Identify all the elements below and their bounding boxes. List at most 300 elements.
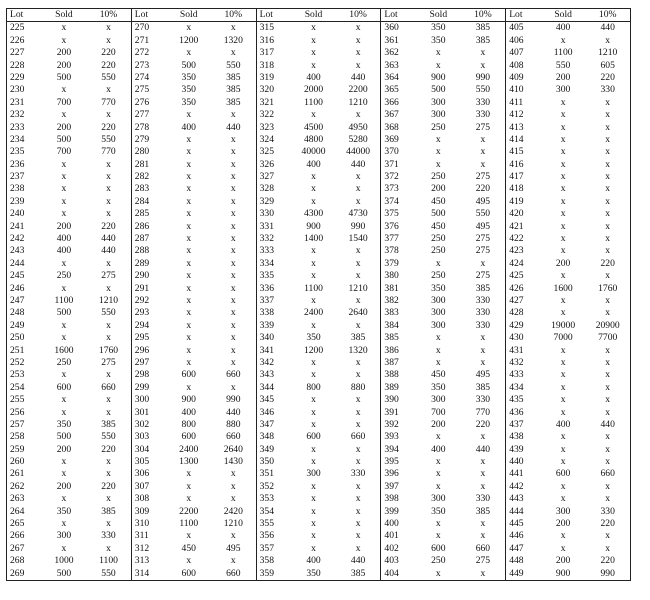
table-row [7, 84, 131, 96]
lot-number: 229 [10, 71, 25, 83]
table-row [7, 530, 131, 542]
ten-percent-value: 4950 [348, 121, 368, 133]
sold-price: x [435, 59, 441, 71]
sold-price: x [311, 443, 316, 455]
sold-price: x [186, 493, 192, 505]
ten-percent-value: 220 [475, 183, 491, 195]
sold-price: x [311, 294, 316, 306]
sold-price: x [186, 344, 192, 356]
sold-price: 1100 [54, 294, 74, 306]
sold-price: 500 [431, 208, 446, 220]
table-row [381, 530, 505, 542]
table-row [7, 493, 131, 505]
ten-percent-value: x [355, 245, 361, 257]
ten-percent-value: 440 [226, 406, 241, 418]
lot-number: 256 [10, 406, 25, 418]
ten-percent-value: x [355, 406, 361, 418]
lot-number: 426 [509, 282, 524, 294]
lot-number: 236 [10, 158, 25, 170]
sold-price: x [186, 356, 192, 368]
sold-price: 350 [306, 332, 321, 344]
lot-number: 374 [384, 195, 399, 207]
ten-percent-value: x [230, 294, 236, 306]
table-row [7, 122, 131, 134]
sold-price: x [61, 208, 67, 220]
table-row [257, 22, 381, 34]
table-row [132, 35, 256, 47]
ten-percent-value: 385 [475, 505, 491, 517]
ten-percent-value: x [605, 394, 611, 406]
table-row [7, 295, 131, 307]
ten-percent-value: 4730 [348, 208, 368, 220]
table-row [257, 481, 381, 493]
table-row [7, 208, 131, 220]
ten-percent-value: x [106, 109, 111, 121]
table-row [257, 146, 381, 158]
ten-percent-value: 550 [101, 71, 116, 83]
ten-percent-value: x [605, 381, 611, 393]
lot-number: 338 [259, 307, 274, 319]
ten-percent-value: 385 [226, 96, 241, 108]
table-row [381, 357, 505, 369]
lot-number: 343 [259, 369, 274, 381]
table-row [257, 431, 381, 443]
table-row [381, 369, 505, 381]
table-row [132, 122, 256, 134]
lot-number: 312 [134, 542, 150, 554]
ten-percent-value: x [230, 319, 236, 331]
lot-number: 383 [384, 307, 399, 319]
sold-price: x [186, 158, 192, 170]
lot-number: 255 [10, 394, 25, 406]
sold-price: 7000 [553, 332, 573, 344]
table-row [381, 171, 505, 183]
lot-number: 237 [10, 171, 25, 183]
lot-number: 409 [509, 71, 524, 83]
sold-price: x [186, 47, 192, 59]
ten-percent-value: x [106, 406, 111, 418]
sold-price: 300 [431, 493, 446, 505]
ten-percent-value: 660 [475, 542, 491, 554]
lot-number: 448 [509, 555, 524, 567]
table-row [7, 345, 131, 357]
sold-price: x [61, 195, 67, 207]
lot-number: 259 [10, 443, 25, 455]
lot-number: 398 [384, 493, 399, 505]
table-section [7, 9, 132, 580]
table-row [132, 530, 256, 542]
table-row [257, 468, 381, 480]
table-row [7, 307, 131, 319]
ten-percent-value: x [355, 456, 361, 468]
sold-price: x [186, 22, 192, 34]
ten-percent-value: 385 [350, 332, 366, 344]
table-row [506, 345, 630, 357]
ten-percent-value: x [355, 257, 361, 269]
ten-percent-value: 275 [475, 270, 491, 282]
table-row [381, 283, 505, 295]
lot-number: 361 [384, 34, 399, 46]
sold-price: 2400 [303, 307, 324, 319]
sold-price: x [186, 257, 192, 269]
ten-percent-value: x [480, 344, 486, 356]
lot-number: 300 [134, 394, 150, 406]
sold-price: x [186, 332, 192, 344]
ten-percent-value: x [230, 270, 236, 282]
table-section [132, 9, 257, 580]
table-row [7, 369, 131, 381]
lot-number: 295 [134, 332, 150, 344]
sold-price: 250 [431, 233, 446, 245]
ten-percent-value: x [480, 257, 486, 269]
sold-price: x [186, 208, 192, 220]
lot-number: 438 [509, 431, 524, 443]
table-row [506, 295, 630, 307]
sold-price: x [311, 542, 316, 554]
table-row [381, 419, 505, 431]
ten-percent-value: 990 [600, 567, 615, 579]
sold-price: 600 [56, 381, 72, 393]
table-row [132, 245, 256, 257]
ten-percent-value: 440 [600, 418, 615, 430]
ten-percent-value: x [480, 431, 486, 443]
lot-number: 289 [134, 257, 150, 269]
table-row [506, 196, 630, 208]
ten-percent-value: 660 [226, 431, 241, 443]
lot-number: 272 [134, 47, 150, 59]
table-row [381, 122, 505, 134]
lot-number: 254 [10, 381, 25, 393]
lot-number: 342 [259, 356, 274, 368]
sold-price: x [186, 233, 192, 245]
table-row [7, 543, 131, 555]
ten-percent-value: x [480, 356, 486, 368]
sold-price: 250 [431, 245, 446, 257]
sold-price: x [560, 456, 566, 468]
ten-percent-value: 330 [475, 294, 491, 306]
sold-price: x [560, 233, 566, 245]
table-row [506, 444, 630, 456]
table-row [381, 345, 505, 357]
table-row [132, 369, 256, 381]
table-row [132, 345, 256, 357]
lot-number: 263 [10, 493, 25, 505]
lot-number: 240 [10, 208, 25, 220]
sold-price: 400 [431, 443, 446, 455]
sold-price: x [61, 84, 67, 96]
lot-number: 227 [10, 47, 25, 59]
ten-percent-value: 1540 [348, 233, 368, 245]
ten-percent-value: 1210 [348, 282, 368, 294]
ten-percent-value: x [230, 158, 236, 170]
table-row [7, 159, 131, 171]
sold-price: 700 [431, 406, 446, 418]
ten-percent-value: x [480, 567, 486, 579]
lot-number: 330 [259, 208, 274, 220]
ten-percent-value: x [355, 34, 361, 46]
sold-price: 500 [56, 133, 72, 145]
ten-percent-value: x [480, 518, 486, 530]
lot-number: 389 [384, 381, 399, 393]
lot-number: 269 [10, 567, 25, 579]
table-row [381, 382, 505, 394]
sold-price: 300 [555, 84, 571, 96]
ten-percent-value: 7700 [598, 332, 618, 344]
ten-percent-value: x [106, 22, 111, 34]
table-row [257, 171, 381, 183]
sold-price: 350 [306, 567, 321, 579]
sold-price: x [560, 208, 566, 220]
lot-number: 266 [10, 530, 25, 542]
ten-percent-value: x [605, 158, 611, 170]
lot-number: 402 [384, 542, 399, 554]
ten-percent-value: x [230, 356, 236, 368]
table-row [7, 357, 131, 369]
sold-price: x [435, 344, 441, 356]
sold-price: 1400 [303, 233, 324, 245]
sold-price: x [61, 468, 67, 480]
ten-percent-value: 385 [475, 282, 491, 294]
table-row [257, 221, 381, 233]
ten-percent-value: x [605, 530, 611, 542]
table-row [257, 530, 381, 542]
lot-number: 395 [384, 456, 399, 468]
table-row [132, 320, 256, 332]
table-row [132, 84, 256, 96]
table-row [381, 60, 505, 72]
lot-number: 423 [509, 245, 524, 257]
ten-percent-value: x [230, 381, 236, 393]
lot-number: 230 [10, 84, 25, 96]
sold-price: 500 [56, 567, 72, 579]
table-row [7, 47, 131, 59]
ten-percent-value: 220 [600, 71, 615, 83]
ten-percent-value: x [230, 307, 236, 319]
sold-price: x [435, 332, 441, 344]
sold-price: x [61, 158, 67, 170]
ten-percent-value: x [355, 319, 361, 331]
sold-price: 1000 [54, 555, 74, 567]
lot-number: 321 [259, 96, 274, 108]
table-row [257, 394, 381, 406]
lot-number: 292 [134, 294, 150, 306]
table-row [132, 159, 256, 171]
table-row [132, 146, 256, 158]
ten-percent-value: x [605, 270, 611, 282]
ten-percent-value: 770 [475, 406, 491, 418]
table-row [7, 35, 131, 47]
lot-number: 274 [134, 71, 150, 83]
table-row [7, 171, 131, 183]
lot-number: 449 [509, 567, 524, 579]
ten-percent-value: x [605, 406, 611, 418]
ten-percent-value: 495 [475, 195, 491, 207]
sold-price: 2400 [179, 443, 199, 455]
table-row [506, 60, 630, 72]
table-row [132, 60, 256, 72]
sold-price: x [61, 332, 67, 344]
sold-price: 400 [56, 233, 72, 245]
table-row [257, 258, 381, 270]
lot-number: 245 [10, 270, 25, 282]
ten-percent-value: 495 [226, 542, 241, 554]
sold-price: x [61, 394, 67, 406]
ten-percent-value: 220 [101, 480, 116, 492]
lot-number: 429 [509, 319, 524, 331]
table-row [7, 555, 131, 567]
sold-price: 1600 [54, 344, 74, 356]
lot-header: Lot [259, 9, 273, 20]
lot-number: 424 [509, 257, 524, 269]
lot-number: 372 [384, 171, 399, 183]
table-row [506, 270, 630, 282]
sold-price: x [61, 171, 67, 183]
lot-number: 253 [10, 369, 25, 381]
lot-number: 401 [384, 530, 399, 542]
lot-number: 347 [259, 418, 274, 430]
ten-percent-value: x [480, 158, 486, 170]
sold-price: 1100 [304, 282, 323, 294]
sold-price: x [560, 542, 566, 554]
ten-percent-value: x [605, 121, 611, 133]
sold-price: x [186, 109, 192, 121]
lot-number: 406 [509, 34, 524, 46]
table-row [506, 307, 630, 319]
ten-percent-value: 1210 [98, 294, 119, 306]
lot-number: 356 [259, 530, 274, 542]
lot-number: 314 [134, 567, 150, 579]
sold-price: x [560, 121, 566, 133]
lot-number: 251 [10, 344, 25, 356]
ten-percent-value: x [106, 282, 111, 294]
table-row [381, 35, 505, 47]
lot-number: 322 [259, 109, 274, 121]
ten-percent-value: x [355, 183, 361, 195]
lot-number: 447 [509, 542, 524, 554]
table-row [381, 568, 505, 580]
lot-number: 399 [384, 505, 399, 517]
sold-price: 300 [431, 96, 446, 108]
ten-percent-header: 10% [99, 9, 118, 20]
table-row [381, 22, 505, 34]
sold-price: 350 [431, 282, 446, 294]
sold-price: 600 [181, 567, 196, 579]
table-row [7, 444, 131, 456]
sold-price: 19000 [551, 319, 576, 331]
sold-price: 450 [181, 542, 196, 554]
table-row [506, 332, 630, 344]
header-row [257, 9, 381, 22]
ten-percent-value: 495 [475, 369, 491, 381]
ten-percent-value: 1320 [223, 34, 243, 46]
table-row [381, 543, 505, 555]
sold-price: 250 [431, 555, 446, 567]
ten-percent-value: x [605, 456, 611, 468]
table-row [257, 568, 381, 580]
table-row [506, 233, 630, 245]
lot-number: 431 [509, 344, 524, 356]
table-row [506, 47, 630, 59]
sold-price: x [311, 394, 316, 406]
table-row [506, 22, 630, 34]
table-row [257, 134, 381, 146]
sold-price: 1100 [553, 47, 573, 59]
sold-price: x [560, 158, 566, 170]
lot-number: 385 [384, 332, 399, 344]
lot-number: 440 [509, 456, 524, 468]
sold-price: x [560, 443, 566, 455]
table-row [506, 481, 630, 493]
sold-price: 300 [431, 307, 446, 319]
sold-price: x [560, 480, 566, 492]
sold-price: x [435, 356, 441, 368]
ten-percent-value: 880 [226, 418, 241, 430]
ten-percent-value: x [355, 542, 361, 554]
lot-header: Lot [10, 9, 24, 20]
ten-percent-value: 1100 [99, 555, 118, 567]
table-row [257, 270, 381, 282]
lot-number: 393 [384, 431, 399, 443]
sold-price: 200 [431, 183, 446, 195]
lot-number: 310 [134, 518, 150, 530]
lot-number: 250 [10, 332, 25, 344]
ten-percent-value: 385 [101, 505, 116, 517]
table-row [7, 506, 131, 518]
sold-price: 1100 [304, 96, 323, 108]
ten-percent-value: x [230, 133, 236, 145]
table-row [506, 369, 630, 381]
ten-percent-value: 275 [475, 245, 491, 257]
table-row [381, 481, 505, 493]
sold-price: x [61, 257, 67, 269]
table-row [7, 431, 131, 443]
ten-percent-value: x [355, 493, 361, 505]
sold-price: 300 [56, 530, 72, 542]
ten-percent-value: 550 [226, 59, 241, 71]
lot-number: 284 [134, 195, 150, 207]
sold-price: x [311, 505, 316, 517]
lot-number: 350 [259, 456, 274, 468]
sold-price: 200 [555, 555, 571, 567]
lot-number: 257 [10, 418, 25, 430]
sold-price: x [560, 133, 566, 145]
lot-number: 233 [10, 121, 25, 133]
table-row [132, 183, 256, 195]
table-row [257, 109, 381, 121]
ten-percent-value: 220 [600, 257, 615, 269]
lot-number: 414 [509, 133, 524, 145]
ten-percent-value: 330 [101, 530, 116, 542]
lot-number: 280 [134, 146, 150, 158]
table-row [506, 543, 630, 555]
ten-percent-value: 385 [226, 84, 241, 96]
sold-price: x [435, 133, 441, 145]
lot-number: 353 [259, 493, 274, 505]
lot-number: 363 [384, 59, 399, 71]
table-row [381, 332, 505, 344]
lot-number: 436 [509, 406, 524, 418]
ten-percent-value: 1760 [98, 344, 119, 356]
table-row [257, 60, 381, 72]
sold-price: 400 [181, 121, 196, 133]
lot-header: Lot [134, 9, 149, 20]
table-row [132, 97, 256, 109]
ten-percent-value: 605 [600, 59, 615, 71]
lot-number: 408 [509, 59, 524, 71]
ten-percent-value: x [106, 183, 111, 195]
sold-price: x [560, 96, 566, 108]
ten-percent-value: x [355, 109, 361, 121]
